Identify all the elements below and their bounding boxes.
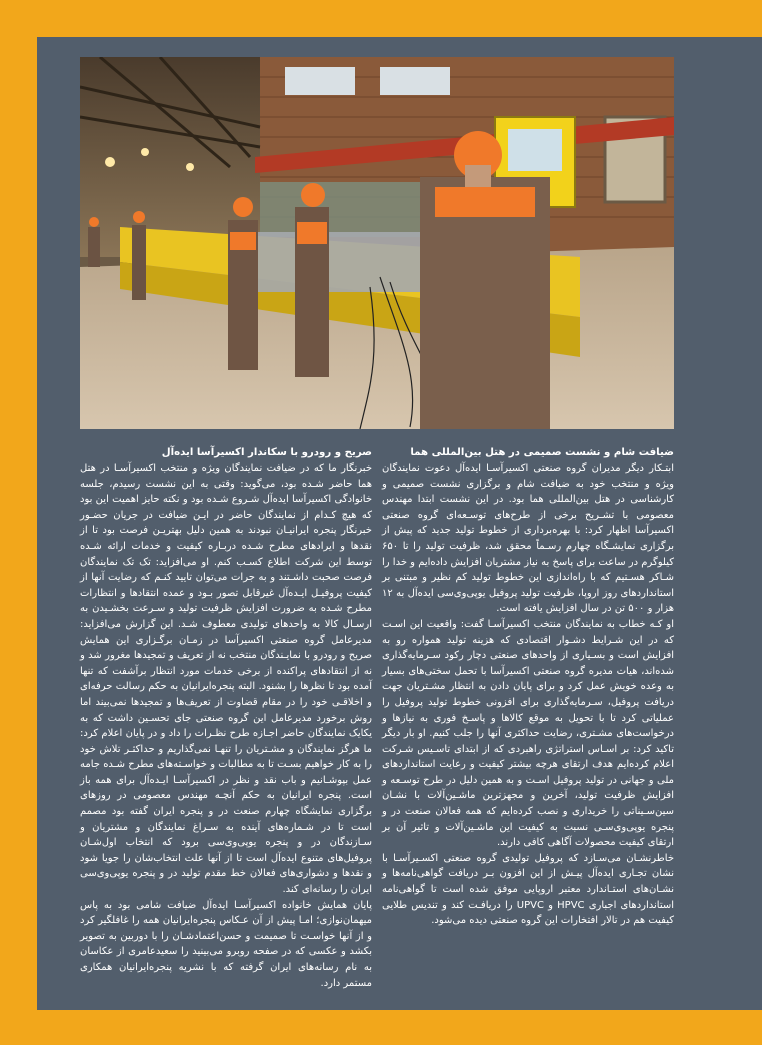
paragraph: خبرنگار ما که در ضیافت نمایندگان ویژه و منتخب اکسیرآسـا در هتل هما حاضر شـده بود، می‌گوید: وقتی به این نشست رسیدم، جلسه خانوادگی اکسیرآسا ایده‌آل شـروع شـده بود و نکته حایز اهمیت این بود که هیچ کـدام از نمایندگان حاضر در ایـن ضیافت در جریان حضـور خبرنگار پنجره ایرانیـان نبودند به همین دلیل بهتریـن فرصت بود تا از نقدها و ایرادهای مطرح شـده دربـاره کیفیت و خدمات ارائه شـده توسط این شرکت اطلاع کسـب کنم. او می‌افزاید: تک تک نمایندگان فرصت صحبت داشـتند و به جرات می‌توان تایید کنـم که رضایت آنها از کیفیت پروفیـل ایـده‌آل غیرقابل تصور بـود و عمده انتقادها و انتظارات مطرح شـده به ضرورت افزایش ظرفیت تولید و سـرعت بخشـیدن به ارسـال کالا به واحدهای تولیدی معطوف شـد. این گزارش می‌افزاید: مدیرعامل گروه صنعتی اکسیرآسا در زمـان برگـزاری این همایش صریح و رودرو با نمایـندگان منتخب نه از تعریف و تمجیدها مغرور شد و نه از انتقادهای پراکنده از برخی خدمات مورد انتظار برآشفت که تنها آمده بود تا نظرها را بشنود. البته پنجره‌ایرانیان به حکم رسالت حرفه‌ای و اخلاقـی خود را در مقام قضاوت از تعریف‌ها و تمجیدها نمی‌بیند اما روش برخورد مدیرعامل این گروه صنعتی جای تحسـین داشت که به یکایک نمایندگان حاضر اجـازه طرح نظـرات را داد و در پایان اعلام کرد: ما هرگز نمایندگان و مشـتریان را تنهـا نمی‌گذاریم و حداکثـر تلاش خود را به کار خواهیم بسـت تا به مطالبات و خواسـته‌های مطرح شـده جامه عمل بپوشـانیم و باب نقد و نظر در اکسیرآسـا ایـده‌آل برای همه باز است. پنجره ایرانیان به حکم آنچـه مهندس معصومی در روزهای برگزاری نمایشگاه چهارم صنعت در و پنجره ایران گفته بود مصمم است تا در شـماره‌های آینده به سـراغ نمایندگان و مشتریان و سـازندگان در و پنجره یوپی‌وی‌سی برود که انتخاب اول‌شـان پروفیل‌های متنوع ایده‌آل است تا از آنها علت انتخاب‌شان را جویا شود و نقدها و دشواری‌های فعالان خط مقدم تولید در و پنجره یوپی‌وی‌سی ایران را رسانه‌ای کند. [80,463,372,896]
section-heading-dinner: ضیافت شام و نشست صمیمی در هتل بین‌المللی هما [410,447,674,458]
paragraph: پایان همایش خانواده اکسیرآسـا ایده‌آل ضیافت شامی بود به پاس میهمان‌نوازی؛ امـا پیش از آن عـکاس پنجره‌ایرانیان همه را غافلگیر کرد و از آنها خواسـت تا صمیمت و حسن‌اعتمادشـان را با دوربین به تصویر بکشد و عکسی که در صفحه روبرو می‌بینید را سعیدعامری از عکاسان به نام رسانه‌های ایران گرفته که با نشریه پنجره‌ایرانیان همکاری مستمر دارد. [80,899,372,989]
paragraph: ابتـکار دیگر مدیران گروه صنعتی اکسیرآسـا ایده‌آل دعوت نمایندگان ویژه و منتخب خود به ضیافت شام و برگزاری نشست صمیمی و کارشناسی در هتل بین‌المللی هما بود. در این نشست ابتدا مهندس معصومی با تشـریح برخی از طرح‌های توسـعه‌ای گروه صنعتی اکسیرآسا اظهار کرد: با بهره‌برداری از خطوط تولید جدید که پیش از برگزاری نمایشـگاه چهارم رسـماً محقق شد، ظرفیت تولید را تا ۶۵۰ کیلوگرم در ساعت برای پاسخ به نیاز مشتریان افزایش داده‌ایم و خدا را شـاکر هسـتیم که با راه‌اندازی این خطوط تولید کم نظیر و مبتنی بر استانداردهای روز اروپا، ظرفیت تولید پروفیل یوپی‌وی‌سی ایده‌آل به ۱۲ هزار و ۵۰۰ تن در سال افزایش یافته است. [382,463,674,615]
article-column-left [80,445,372,991]
paragraph: خاطرنشـان می‌سـازد که پروفیل تولیدی گروه صنعتی اکسـیرآسـا با نشان تجـاری ایده‌آل پیـش از این افزون بـر دریافت گواهی‌نامه‌ها و نشـان‌های استـاندارد معتبر اروپایی موفق شده است تا گواهی‌نامه استانداردهای اجباری HPVC و UPVC را دریافـت کند و تندیس طلایی کیفیت هم در تالار افتخارات این گروه صنعتی دیده می‌شود. [382,852,675,927]
factory-photo [80,57,674,429]
factory-photo-drawing [80,57,674,429]
article-column-right [382,445,674,929]
section-heading-interview: صریح و رودرو با سکاندار اکسیرآسا ایده‌آل [161,447,372,458]
paragraph: او کـه خطاب به نمایندگان منتخب اکسیرآسـا گفت: واقعیت این اسـت که در این شـرایط دشـوار اقتصادی که هزینه تولید همواره رو به افزایش است و بسـیاری از واحدهای صنعتی دچار رکود سـرمایه‌گذاری شده‌اند، هیات مدیره گروه صنعتی اکسیرآسا با تحمل سختی‌های بسیار به وعده خویش عمل کرد و برای پایان دادن به انتظار مشـتریان جهت دریافت پروفیل، سـرمایه‌گذاری برای افزونی خطوط تولید پروفیل را عملیاتی کرد تا با تحویل به موقع کالاها و پاسـخ فوری به نیازها و درخواست‌های مشـتری، رضایت حداکثری آنها را جلب کنیم. او بار دیگر تاکید کرد: بر اسـاس استراتژی راهبردی که از ابتدای تاسـیس شـرکت اعلام کرده‌ایم هدف ارتقای هرچه بیشتر کیفیت و رعایت استانداردهای ملی و جهانی در تولید پروفیل اسـت و به همین دلیل در طرح توسـعه و افزایش ظرفیت تولید، آخرین و مجهزترین ماشـین‌آلات با نشـان سین‌سـیناتی را خریداری و نصب کرده‌ایم که همه فعالان صنعت در و پنجره یوپی‌وی‌سـی نسبت به کیفیت این ماشـین‌آلات و تاثیر آن بر ارتقای کیفیت محصولات آگاهی کافی دارند. [382,618,674,849]
